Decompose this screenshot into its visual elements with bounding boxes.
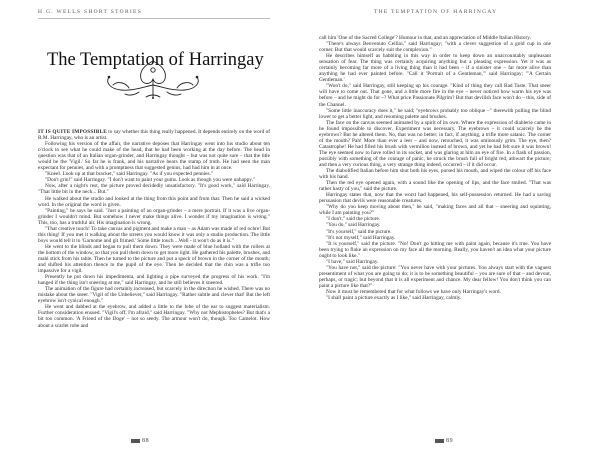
- right-page-number-text: 89: [446, 438, 454, 444]
- folio-bar-icon: [435, 439, 444, 443]
- paragraph: "There's always Benvenuto Cellini," said Harringay; "with a clever suggestion of a gold cup in one corner. But that would scarcely suit the complexion.": [319, 41, 551, 54]
- paragraph: "Won't do," said Harringay, still keeping up his courage. "Kind of thing they call Bad Taste. That sneer will have to come out. That gone, and a little more fire in the eye – never noticed how warm his eye was before – and he might do for –? What price Passionate Pilgrim? But that devilish face won't do – this, side of the Channel.: [319, 83, 551, 108]
- paragraph: He went and dabbed at the eyebrow, and added a little to the lobe of the ear to suggest materialism. Further consideration ensued. "Vigil's off, I'm afraid," said Harringay. "Why not Mephistopheles? But that's a bit too common. 'A Friend of the Doge' – not so seedy. The armour won't do, though. Too Camelot. How about a scarlet robe and: [38, 304, 270, 329]
- right-page-number: [433, 438, 453, 444]
- paragraph: The animation of the figure had certainly increased, but scarcely in the direction he wished. There was no mistake about the sneer. "Vigil of the Unbeliever," said Harringay. "Rather subtle and clever that! But the left eyebrow isn't cynical enough.": [38, 286, 270, 305]
- paragraph: The diabolified Italian before him shut both his eyes, pursed his mouth, and wiped the colour off his face with his hand.: [319, 168, 551, 181]
- paragraph: "It is yourself," said the picture. "No! Don't go hitting me with paint again, because it's true. You have been trying to fluke an expression on my face all the morning. Really, you haven't an idea what your picture ought to look like.": [319, 240, 551, 259]
- right-running-head: THE TEMPTATION OF HARRINGAY: [374, 9, 498, 15]
- paragraph: Following his version of the affair, the narrative deposes that Harringay went into his studio about ten o'clock to see what he could make of the head, that he had been working at the day before. The head in question was that of an Italian organ-grinder, and Harringay thought – but was not quite sure – that the title would be the 'Vigil.' So far he is frank, and his narrative bears the stamp of truth. He had seen the man expectant for pennies, and with a promptness that suggested genius, had had him in at once.: [38, 141, 270, 172]
- paragraph: Now it must be remembered that for what follows we have only Harringay's word.: [326, 288, 501, 295]
- chapter-title: The Temptation of Harringay: [47, 50, 264, 71]
- paragraph: "It's not myself," said Harringay.: [326, 234, 396, 241]
- paragraph: "It's yourself," said the picture.: [326, 228, 392, 235]
- lead-in: IT IS QUITE IMPOSSIBLE: [38, 129, 107, 135]
- paragraph: He walked about the studio and looked at the thing from this point and from that. Then he said a wicked word. In the original the word is given.: [38, 195, 270, 208]
- paragraph: The face on the canvas seemed animated by a spirit of its own. Where the expression of diablerie came in he found impossible to discover. Experiment was necessary. The eyebrows – it could scarcely be the eyebrows? But he altered them. No, that was no better; in fact, if anything, a trifle more satanic. The corner of the mouth? Pah! More than ever a leer – and now, retouched, it was ominously grim. The eye, then? Catastrophe! He had filled his brush with vermilion instead of brown, and yet he had felt sure it was brown! The eye seemed now to have rolled in its socket, and was glaring at him an eye of fire. In a flash of passion, possibly with something of the courage of panic, he struck the brush full of bright red, athwart the picture; and then a very curious thing, a very strange thing indeed, occurred – if it did occur.: [319, 119, 551, 168]
- paragraph: "Why do you keep moving about then," he said, "making faces and all that – sneering and squinting, while I am painting you?": [319, 204, 551, 217]
- opening-paragraph: [38, 129, 270, 141]
- paragraph: "That creative touch! To take canvas and pigment and make a man – as Adam was made of red ochre! But this thing! If you met it walking about the streets you would know it was only a studio production. The little boys would tell it to 'Garnome and git frimed.' Some little touch ...Well - it won't do as it is.": [38, 225, 270, 244]
- right-page: [300, 0, 600, 458]
- title-ornament-icon: [99, 57, 207, 99]
- paragraph: "I don't," said the picture.: [326, 216, 381, 223]
- left-body-text: [38, 129, 270, 329]
- left-page-number-text: 88: [142, 438, 150, 444]
- paragraph: "I have," said Harringay.: [326, 258, 379, 265]
- paragraph: He describes himself as babbling in this way in order to keep down an unaccountably unpleasant sensation of fear. The thing was certainly acquiring anything but a pleasing expression. Yet it was as certainly becoming far more of a living thing than it had been – if a sinister one – far more alive than anything he had ever painted before. "Call it 'Portrait of a Gentleman,'" said Harringay; "'A Certain Gentleman.': [319, 53, 551, 84]
- paragraph: He went to the blinds and began to pull them down. They were made of blue holland with the rollers at the bottom of the window, so that you pull them down to get more light. He gathered his palette, brushes, and mahl stick from his table. Then he turned to the picture and put a speck of brown in the corner of the mouth; and shifted his attention thence to the pupil of the eye. Then he decided that the chin was a trifle too impassive for a vigil.: [38, 243, 270, 275]
- left-page-number: [129, 438, 149, 444]
- left-head-rule: [38, 18, 270, 19]
- folio-bar-icon: [131, 439, 140, 443]
- paragraph: "I shall paint a picture exactly as I like," said Harringay, calmly.: [326, 295, 462, 302]
- paragraph: "Some little inaccuracy does it," he said; "eyebrows probably too oblique –" therewith pulling the blind lower to get a better light, and resuming palette and brushes.: [319, 107, 551, 120]
- right-body-text: [319, 35, 551, 301]
- paragraph: "Don't grin!" said Harringay. "I don't want to paint your gums. Look as though you were unhappy.": [45, 177, 256, 184]
- paragraph: "Kneel. Look up at that bracket," said Harringay. "As if you expected pennies.": [45, 171, 214, 178]
- paragraph: Then the red eye opened again, with a sound like the opening of lips, and the face smiled. "That was rather hasty of you," said the picture.: [319, 180, 551, 193]
- left-running-head: H.G. WELLS SHORT STORIES: [38, 9, 143, 15]
- paragraph: Now, after a night's rest, the picture proved decidedly unsatisfactory. "It's good work," said Harringay. "That little bit in the neck... But.": [38, 183, 270, 196]
- continued-paragraph: call him 'One of the Sacred College'? Humour in that, and an appreciation of Middle Italian History.: [319, 35, 531, 41]
- paragraph: Harringay states that, now that the worst had happened, his self-possession returned. He had a saving persuasion that devils were reasonable creatures.: [319, 192, 551, 205]
- paragraph: "You do," said Harringay.: [326, 222, 381, 229]
- opening-paragraph-text: to say whether this thing really happened. It depends entirely on the word of R.M. Harringay, who is an artist.: [38, 129, 270, 142]
- paragraph: "You have not," said the picture: "You never have with your pictures. You always start with the vaguest presentiment of what you are going to do; it is to be something beautiful – you are sure of that – and devout, perhaps, or tragic; but beyond that it is all experiment and chance. My dear fellow! You don't think you can paint a picture like that?": [319, 264, 551, 289]
- paragraph: "Painting," he says he said. "Just a painting of an organ-grinder – a mere portrait. If it was a live organ-grinder I wouldn't mind. But somehow I never make things alive. I wonder if my imagination is wrong." This, too, has a truthful air. His imagination is wrong.: [38, 207, 270, 226]
- paragraph: Presently he put down his impedimenta, and lighting a pipe surveyed the progress of his work. "I'm hanged if the thing isn't sneering at me," said Harringay, and he still believes it sneered.: [38, 274, 270, 287]
